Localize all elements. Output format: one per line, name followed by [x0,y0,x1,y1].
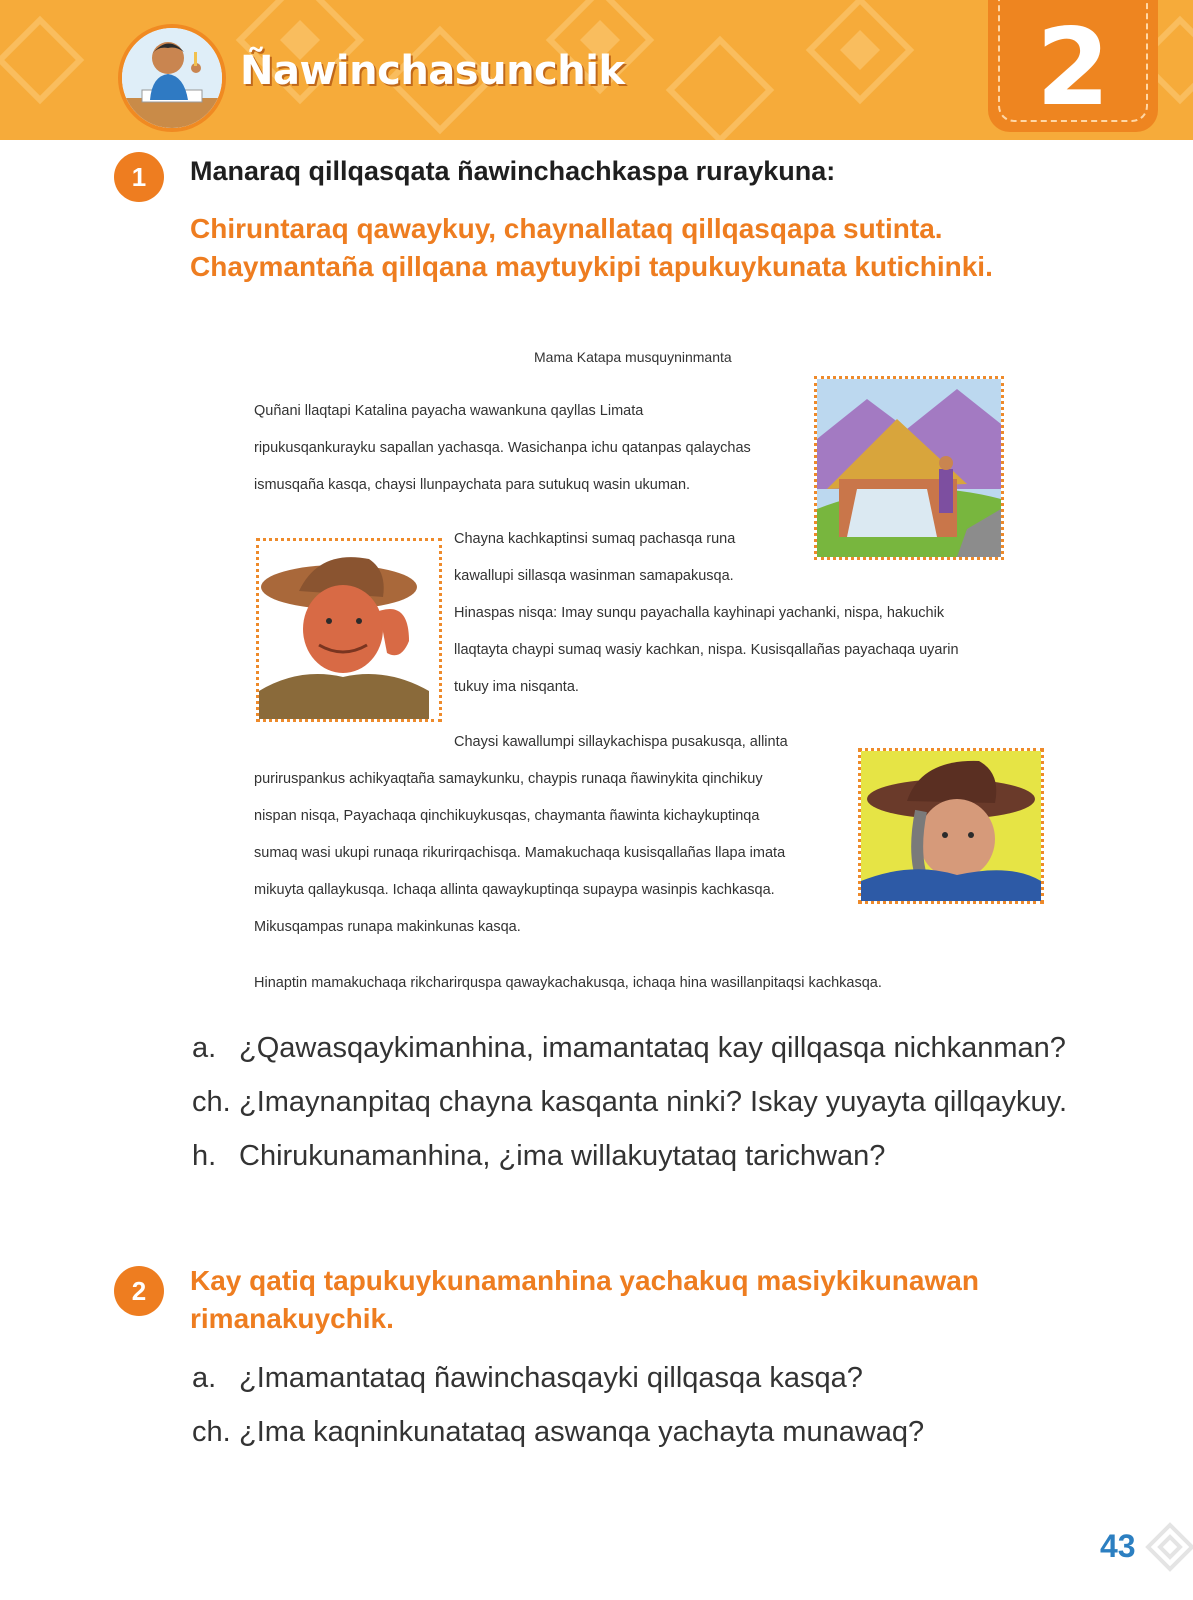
story-line: ripukusqankurayku sapallan yachasqa. Wasichanpa ichu qatanpas qalaychas [254,440,751,456]
section-title: Ñawinchasunchik [240,48,625,94]
story-line: Hinaptin mamakuchaqa rikcharirquspa qawaykachakusqa, ichaqa hina wasillanpitaqsi kachkasqa. [254,975,882,991]
activity-2-instruction-line1: Kay qatiq tapukuykunamanhina yachakuq masiykikunawan [190,1265,979,1296]
story-line: Chayna kachkaptinsi sumaq pachasqa runa [454,531,736,547]
story-line: sumaq wasi ukupi runaqa rikurirqachisqa. Mamakuchaqa kusisqallañas llapa imata [254,845,786,861]
question-text: Chirukunamanhina, ¿ima willakuytataq tarichwan? [239,1140,886,1172]
story-line: mikuyta qallaykusqa. Ichaqa allinta qawaykuptinqa supaypa wasinpis kachkasqa. [254,882,775,898]
question-text: ¿Qawasqaykimanhina, imamantataq kay qillqasqa nichkanman? [239,1032,1066,1064]
header-band [0,0,1193,140]
question-letter: ch. [192,1416,231,1448]
activity-number-1: 1 [114,152,164,202]
page-number: 43 [1100,1528,1136,1564]
activity-1-instruction: Manaraq qillqasqata ñawinchachkaspa ruraykuna: [190,156,836,186]
corner-diamond-icon [1140,1515,1193,1600]
question-letter: a. [192,1032,217,1064]
activity-1-subinstruction-line1: Chiruntaraq qawaykuy, chaynallataq qillqasqapa sutinta. [190,213,943,244]
unit-number: 2 [1036,6,1110,129]
question-text: ¿Imaynanpitaq chayna kasqanta ninki? Iskay yuyayta qillqaykuy. [239,1086,1068,1118]
story-line: Mikusqampas runapa makinkunas kasqa. [254,919,521,935]
story-line: puriruspankus achikyaqtaña samaykunku, chaypis runaqa ñawinykita qinchikuy [254,771,763,787]
story-line: ismusqaña kasqa, chaysi llunpaychata para sutukuq wasin ukuman. [254,477,691,493]
story-line: llaqtayta chaypi sumaq wasiy kachkan, nispa. Kusisqallañas payachaqa uyarin [454,642,959,658]
story-line: nispan nisqa, Payachaqa qinchikuykusqas, chaymanta ñawinta kichaykuptinqa [254,808,760,824]
story-line: Hinaspas nisqa: Imay sunqu payachalla kayhinapi yachanki, nispa, hakuchik [454,605,945,621]
activity-1-subinstruction-line2: Chaymantaña qillqana maytuykipi tapukuykunata kutichinki. [190,251,993,282]
story-line: kawallupi sillasqa wasinman samapakusqa. [454,568,734,584]
man-with-hat-illustration [256,538,442,722]
old-woman-illustration [858,748,1044,904]
story-line: Chaysi kawallumpi sillaykachispa pusakusqa, allinta [454,734,788,750]
question-text: ¿Imamantataq ñawinchasqayki qillqasqa kasqa? [239,1362,863,1394]
activity-2-instruction-line2: rimanakuychik. [190,1303,394,1334]
question-text: ¿Ima kaqninkunatataq aswanqa yachayta munawaq? [239,1416,925,1448]
activity-number-2: 2 [114,1266,164,1316]
unit-tab [988,0,1158,132]
story-line: Quñani llaqtapi Katalina payacha wawankuna qayllas Limata [254,403,644,419]
child-studying-icon [118,24,226,132]
question-letter: a. [192,1362,217,1394]
story-title: Mama Katapa musquyninmanta [534,349,732,365]
thatched-house-illustration [814,376,1004,560]
question-letter: ch. [192,1086,231,1118]
story-line: tukuy ima nisqanta. [454,679,579,695]
question-letter: h. [192,1140,217,1172]
